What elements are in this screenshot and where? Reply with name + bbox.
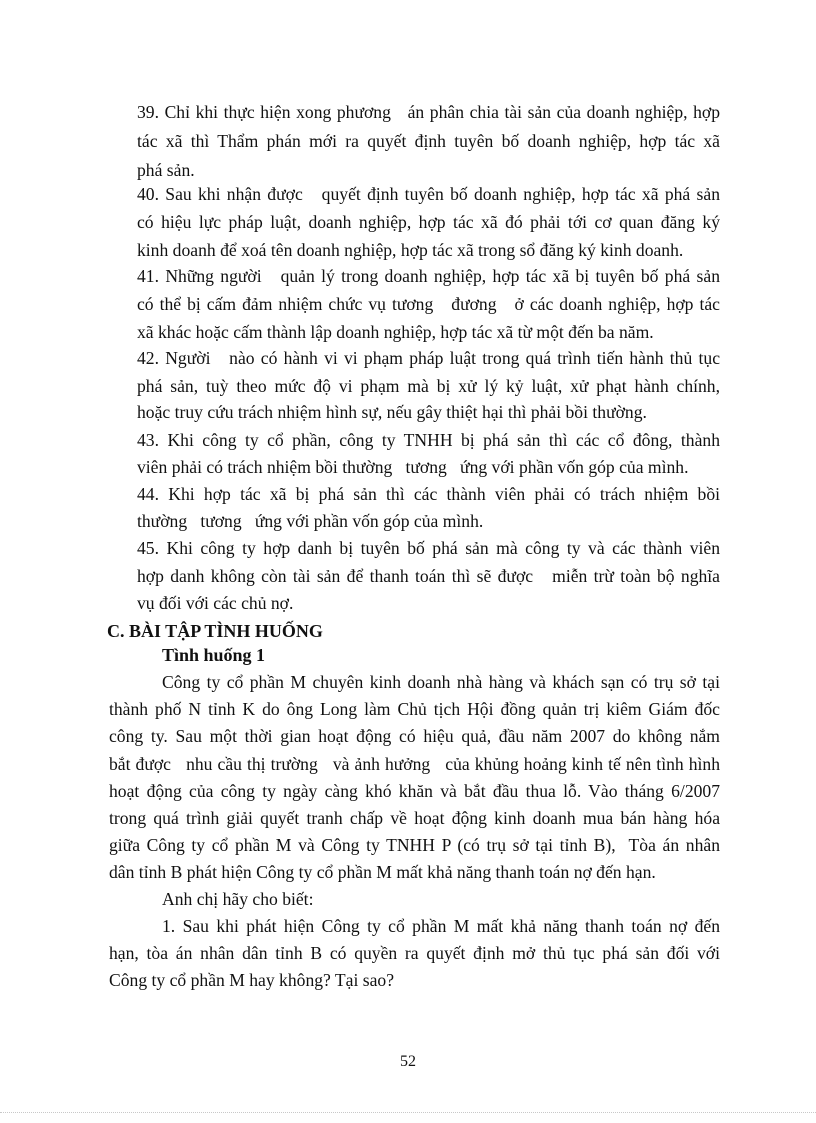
paragraph-line: Công ty cổ phần M chuyên kinh doanh nhà hàng và khách sạn có trụ sở tại: [162, 672, 720, 692]
statement-line: tác xã thì Thẩm phán mới ra quyết định tuyên bố doanh nghiệp, hợp tác xã: [137, 131, 720, 151]
footer-divider: [0, 1112, 816, 1113]
paragraph-line: thành phố N tỉnh K do ông Long làm Chủ tịch Hội đồng quản trị kiêm Giám đốc: [109, 699, 720, 719]
question-line: 1. Sau khi phát hiện Công ty cổ phần M mất khả năng thanh toán nợ đến: [162, 916, 720, 936]
statement-line: 44. Khi hợp tác xã bị phá sản thì các thành viên phải có trách nhiệm bồi: [137, 484, 720, 504]
statement-line: phá sản, tuỳ theo mức độ vi phạm mà bị xử lý kỷ luật, xử phạt hành chính,: [137, 376, 720, 396]
statement-line: 40. Sau khi nhận được quyết định tuyên bố doanh nghiệp, hợp tác xã phá sản: [137, 184, 720, 204]
statement-line: 39. Chỉ khi thực hiện xong phương án phân chia tài sản của doanh nghiệp, hợp: [137, 102, 720, 122]
statement-line: xã khác hoặc cấm thành lập doanh nghiệp, hợp tác xã từ một đến ba năm.: [137, 322, 654, 342]
paragraph-line: bắt được nhu cầu thị trường và ảnh hưởng của khủng hoảng kinh tế nên tình hình: [109, 754, 720, 774]
statement-line: 41. Những người quản lý trong doanh nghiệp, hợp tác xã bị tuyên bố phá sản: [137, 266, 720, 286]
paragraph-line: dân tỉnh B phát hiện Công ty cổ phần M mất khả năng thanh toán nợ đến hạn.: [109, 862, 656, 882]
paragraph-line: công ty. Sau một thời gian hoạt động có hiệu quả, đầu năm 2007 do không nắm: [109, 726, 720, 746]
case-title: Tình huống 1: [162, 645, 266, 665]
statement-line: phá sản.: [137, 160, 195, 180]
statement-line: thường tương ứng với phần vốn góp của mình.: [137, 511, 484, 531]
statement-line: hoặc truy cứu trách nhiệm hình sự, nếu gây thiệt hại thì phải bồi thường.: [137, 402, 647, 422]
statement-line: kinh doanh để xoá tên doanh nghiệp, hợp tác xã trong sổ đăng ký kinh doanh.: [137, 240, 684, 260]
statement-line: có hiệu lực pháp luật, doanh nghiệp, hợp tác xã đó phải tới cơ quan đăng ký: [137, 212, 720, 232]
statement-line: viên phải có trách nhiệm bồi thường tương ứng với phần vốn góp của mình.: [137, 457, 689, 477]
statement-line: vụ đối với các chủ nợ.: [137, 593, 294, 613]
question-prompt: Anh chị hãy cho biết:: [162, 889, 314, 909]
paragraph-line: hoạt động của công ty ngày càng khó khăn và bắt đầu thua lỗ. Vào tháng 6/2007: [109, 781, 720, 801]
paragraph-line: giữa Công ty cổ phần M và Công ty TNHH P (có trụ sở tại tỉnh B), Tòa án nhân: [109, 835, 720, 855]
page-number: 52: [400, 1053, 416, 1070]
statement-line: 42. Người nào có hành vi vi phạm pháp luật trong quá trình tiến hành thủ tục: [137, 348, 720, 368]
question-line: Công ty cổ phần M hay không? Tại sao?: [109, 970, 395, 990]
statement-line: hợp danh không còn tài sản để thanh toán thì sẽ được miễn trừ toàn bộ nghĩa: [137, 566, 720, 586]
question-line: hạn, tòa án nhân dân tỉnh B có quyền ra quyết định mở thủ tục phá sản đối với: [109, 943, 720, 963]
statement-line: có thể bị cấm đảm nhiệm chức vụ tương đương ở các doanh nghiệp, hợp tác: [137, 294, 720, 314]
statement-line: 45. Khi công ty hợp danh bị tuyên bố phá sản mà công ty và các thành viên: [137, 538, 720, 558]
section-heading: C. BÀI TẬP TÌNH HUỐNG: [107, 621, 323, 641]
paragraph-line: trong quá trình giải quyết tranh chấp về hoạt động kinh doanh mua bán hàng hóa: [109, 808, 720, 828]
statement-line: 43. Khi công ty cổ phần, công ty TNHH bị phá sản thì các cổ đông, thành: [137, 430, 720, 450]
